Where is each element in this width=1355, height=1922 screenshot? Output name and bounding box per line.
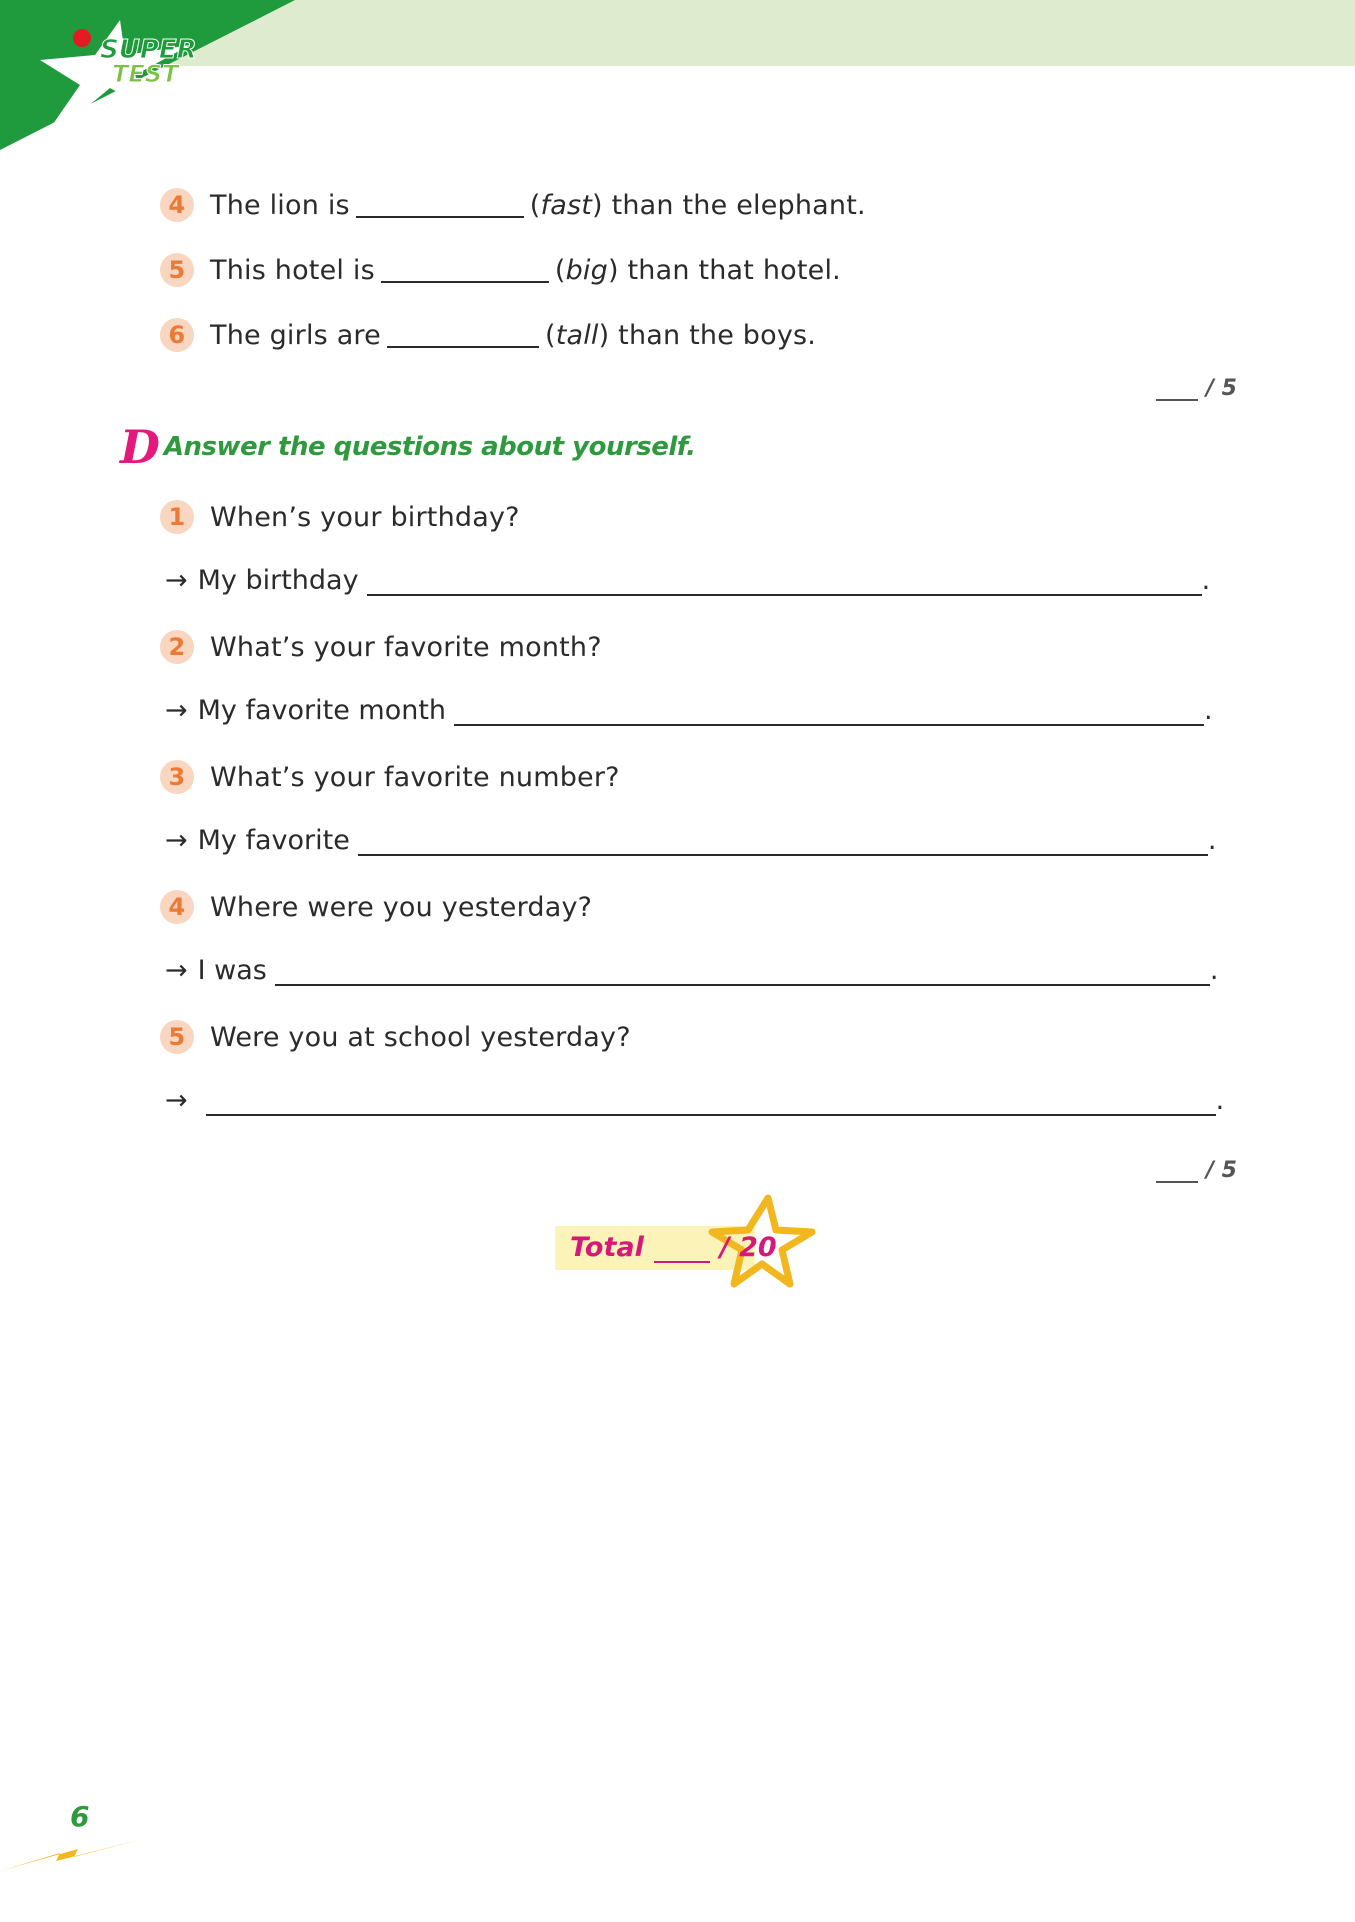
score-out-of: / 5 <box>1205 1158 1237 1183</box>
total-label: Total <box>570 1232 644 1263</box>
logo-text-super: SUPER <box>100 35 197 65</box>
answer-line[interactable] <box>358 828 1208 856</box>
arrow-icon: → <box>165 955 188 986</box>
score-out-of: / 5 <box>1205 376 1237 401</box>
item-number: 4 <box>160 890 194 924</box>
answer-prompt: My birthday <box>197 565 359 596</box>
question-item <box>160 760 620 794</box>
hint-word: tall <box>555 319 599 351</box>
sentence-end: than that hotel. <box>627 254 841 286</box>
answer-row <box>165 565 1210 596</box>
answer-period: . <box>1215 1085 1225 1116</box>
question-text: When’s your birthday? <box>210 501 520 533</box>
item-number: 1 <box>160 500 194 534</box>
score-blank[interactable] <box>1156 1161 1198 1183</box>
question-item <box>160 1020 631 1054</box>
sentence-item: 5 This hotel is ( big ) than that hotel. <box>160 253 841 287</box>
total-score <box>570 1232 777 1263</box>
sentence-start: The lion is <box>210 189 350 221</box>
arrow-icon: → <box>165 565 188 596</box>
super-test-logo <box>0 0 300 160</box>
section-instruction: Answer the questions about yourself. <box>163 432 696 462</box>
question-text: Were you at school yesterday? <box>210 1021 631 1053</box>
item-number: 5 <box>160 1020 194 1054</box>
question-text: What’s your favorite number? <box>210 761 620 793</box>
sentence-item: 6 The girls are ( tall ) than the boys. <box>160 318 816 352</box>
question-item <box>160 890 592 924</box>
answer-blank[interactable] <box>356 192 524 218</box>
answer-line[interactable] <box>454 698 1204 726</box>
score-c <box>1156 376 1237 401</box>
sentence-end: than the elephant. <box>611 189 866 221</box>
answer-line[interactable] <box>206 1088 1216 1116</box>
arrow-icon: → <box>165 825 188 856</box>
question-item <box>160 500 520 534</box>
logo-text-test: TEST <box>112 60 179 88</box>
question-text: Where were you yesterday? <box>210 891 593 923</box>
section-d-heading <box>120 420 696 474</box>
item-number: 5 <box>160 253 194 287</box>
lightning-bolt-icon <box>0 1835 150 1875</box>
answer-blank[interactable] <box>387 322 539 348</box>
item-number: 3 <box>160 760 194 794</box>
score-d <box>1156 1158 1237 1183</box>
item-number: 2 <box>160 630 194 664</box>
sentence-start: This hotel is <box>210 254 375 286</box>
answer-blank[interactable] <box>381 257 549 283</box>
answer-period: . <box>1207 825 1217 856</box>
page-number: 6 <box>70 1800 90 1833</box>
item-number: 6 <box>160 318 194 352</box>
answer-period: . <box>1201 565 1211 596</box>
section-letter: D <box>120 420 160 474</box>
answer-row <box>165 825 1216 856</box>
answer-line[interactable] <box>275 958 1210 986</box>
question-item <box>160 630 602 664</box>
question-text: What’s your favorite month? <box>210 631 602 663</box>
score-blank[interactable] <box>1156 379 1198 401</box>
answer-prompt: My favorite month <box>197 695 447 726</box>
answer-row <box>165 955 1218 986</box>
item-number: 4 <box>160 188 194 222</box>
answer-row <box>165 1085 1224 1116</box>
arrow-icon: → <box>165 695 188 726</box>
sentence-start: The girls are <box>210 319 381 351</box>
answer-line[interactable] <box>367 568 1202 596</box>
answer-row <box>165 695 1213 726</box>
hint-word: fast <box>540 189 593 221</box>
answer-prompt: I was <box>197 955 267 986</box>
total-blank[interactable] <box>654 1235 710 1263</box>
answer-period: . <box>1204 695 1213 726</box>
total-out-of: / 20 <box>719 1232 777 1263</box>
arrow-icon: → <box>165 1085 188 1116</box>
hint-word: big <box>565 254 608 286</box>
sentence-end: than the boys. <box>618 319 817 351</box>
answer-prompt: My favorite <box>197 825 350 856</box>
answer-period: . <box>1209 955 1219 986</box>
sentence-item: 4 The lion is ( fast ) than the elephant. <box>160 188 866 222</box>
